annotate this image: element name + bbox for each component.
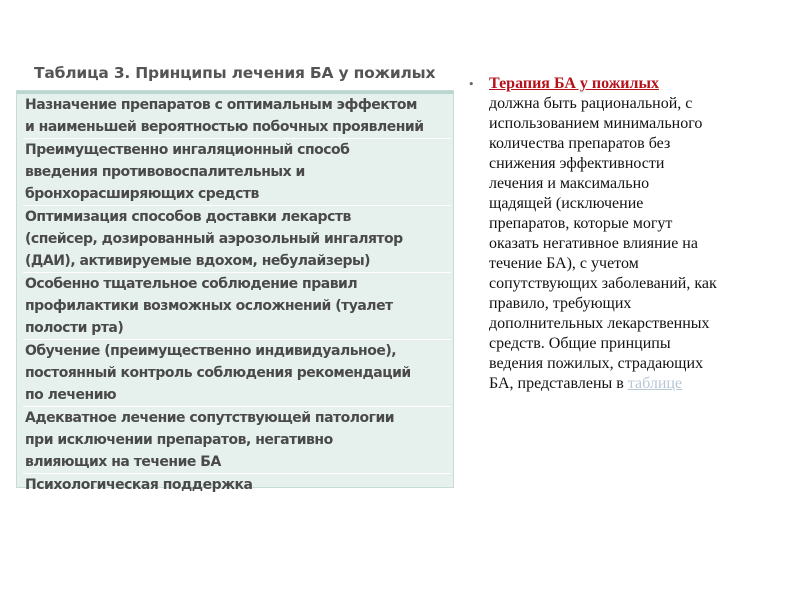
- therapy-heading-link[interactable]: Терапия БА у пожилых: [489, 75, 659, 92]
- paragraph-last-text: БА, представлены в: [489, 375, 628, 392]
- paragraph-line: дополнительных лекарственных: [489, 315, 710, 332]
- table-row: [23, 273, 451, 340]
- table-row-line: влияющих на течение БА: [25, 454, 221, 470]
- principles-table: [16, 90, 454, 493]
- paragraph-line: должна быть рациональной, с: [489, 95, 693, 112]
- table-row-line: Назначение препаратов с оптимальным эффектом: [25, 97, 417, 113]
- therapy-paragraph: [489, 74, 779, 394]
- table-reference-link[interactable]: таблице: [627, 375, 683, 392]
- table-title: Таблица 3. Принципы лечения БА у пожилых: [34, 64, 436, 82]
- table-row-line: и наименьшей вероятностью побочных проявлений: [25, 118, 424, 135]
- table-rows: [23, 95, 451, 496]
- table-row-line: Адекватное лечение сопутствующей патологии: [25, 410, 395, 426]
- table-row-line: Психологическая поддержка: [25, 477, 253, 493]
- paragraph-line: ведения пожилых, страдающих: [489, 355, 704, 372]
- paragraph-line: лечения и максимально: [489, 175, 650, 192]
- paragraph-last-line: [489, 374, 779, 394]
- table-row-line: Особенно тщательное соблюдение правил: [25, 276, 358, 292]
- paragraph-line: средств. Общие принципы: [489, 335, 671, 352]
- table-row-line: профилактики возможных осложнений (туалет: [25, 298, 393, 314]
- table-row: [23, 206, 451, 273]
- table-row-line: (ДАИ), активируемые вдохом, небулайзеры): [25, 253, 371, 269]
- table-row-line: Оптимизация способов доставки лекарств: [25, 209, 351, 225]
- table-row-line: полости рта): [25, 320, 124, 336]
- table-row-line: по лечению: [25, 387, 117, 403]
- table-row-line: бронхорасширяющих средств: [25, 186, 259, 202]
- table-row-line: постоянный контроль соблюдения рекомендаций: [25, 365, 411, 381]
- paragraph-line: правило, требующих: [489, 295, 632, 312]
- table-row: [23, 474, 451, 496]
- table-row: [23, 340, 451, 407]
- paragraph-lines: [489, 94, 779, 374]
- bullet-marker: •: [468, 78, 475, 91]
- table-row: [23, 95, 451, 139]
- paragraph-line: количества препаратов без: [489, 135, 671, 152]
- table-row: [23, 139, 451, 206]
- paragraph-line: снижения эффективности: [489, 155, 665, 172]
- paragraph-line: использованием минимального: [489, 115, 703, 132]
- paragraph-line: препаратов, которые могут: [489, 215, 673, 232]
- table-row-line: Обучение (преимущественно индивидуальное),: [25, 343, 397, 359]
- table-row-line: (спейсер, дозированный аэрозольный ингалятор: [25, 231, 403, 247]
- table-row-line: введения противовоспалительных и: [25, 164, 305, 180]
- paragraph-line: щадящей (исключение: [489, 195, 644, 212]
- table-row-line: Преимущественно ингаляционный способ: [25, 142, 350, 158]
- table-row-line: при исключении препаратов, негативно: [25, 432, 333, 448]
- table-row: [23, 407, 451, 474]
- paragraph-line: сопутствующих заболеваний, как: [489, 275, 717, 292]
- paragraph-line: течение БА), с учетом: [489, 255, 639, 272]
- paragraph-line: оказать негативное влияние на: [489, 235, 698, 252]
